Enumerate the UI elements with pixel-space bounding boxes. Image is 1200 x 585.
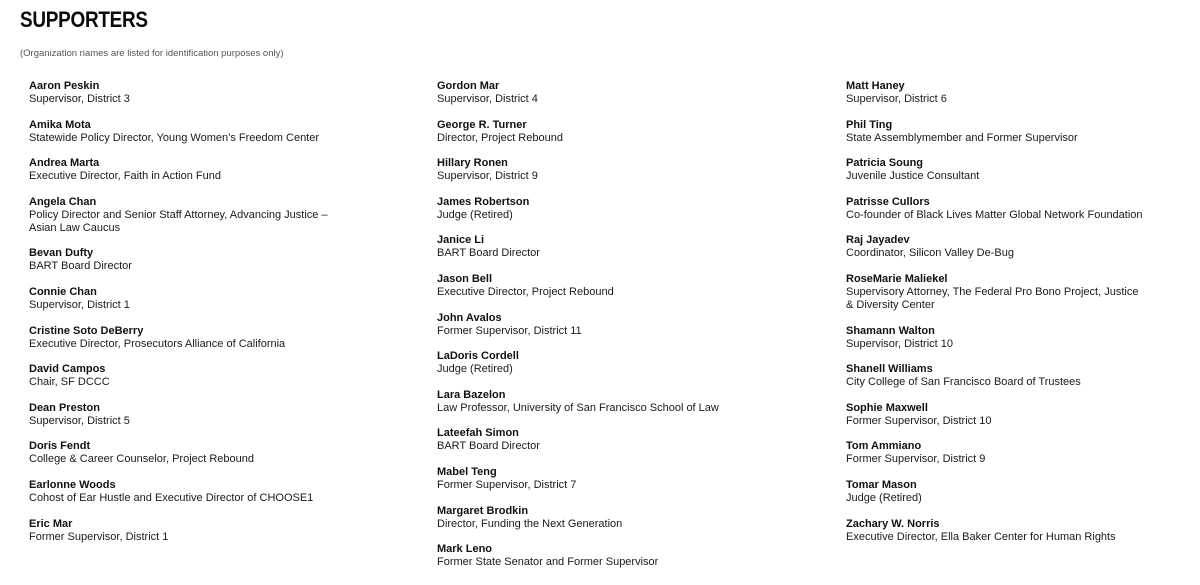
- supporter-entry: [846, 325, 1146, 351]
- supporter-role: Executive Director, Ella Baker Center for Human Rights: [846, 530, 1116, 543]
- supporter-role: City College of San Francisco Board of Trustees: [846, 376, 1081, 389]
- supporter-role: Supervisor, District 6: [846, 93, 947, 105]
- supporter-name: Mark Leno: [437, 543, 493, 556]
- supporter-entry: [437, 273, 737, 299]
- supporter-entry: [437, 427, 737, 453]
- supporter-name: Raj Jayadev: [846, 234, 910, 247]
- supporter-name: Tomar Mason: [846, 478, 917, 491]
- supporter-role: Law Professor, University of San Francisco School of Law: [437, 401, 719, 414]
- supporter-role: Former Supervisor, District 9: [846, 453, 986, 466]
- supporter-entry: [846, 157, 1146, 183]
- supporters-column-3: [846, 80, 1146, 556]
- supporter-role: Former Supervisor, District 7: [437, 478, 577, 491]
- supporter-role: Supervisor, District 5: [29, 414, 130, 427]
- supporter-name: Aaron Peskin: [29, 80, 100, 92]
- supporter-entry: [846, 518, 1146, 544]
- supporter-name: Dean Preston: [29, 401, 100, 414]
- supporter-entry: [29, 286, 329, 312]
- supporter-name: John Avalos: [437, 311, 502, 324]
- supporters-column-2: [437, 80, 737, 582]
- supporter-entry: [846, 196, 1146, 222]
- supporter-name: James Robertson: [437, 195, 530, 208]
- supporter-role: Co-founder of Black Lives Matter Global Network Foundation: [846, 208, 1143, 221]
- supporter-name: Janice Li: [437, 234, 485, 247]
- supporter-role: Director, Project Rebound: [437, 131, 563, 144]
- supporter-name: Mabel Teng: [437, 465, 497, 478]
- supporter-entry: [846, 479, 1146, 505]
- supporter-entry: [437, 350, 737, 376]
- supporter-entry: [29, 440, 329, 466]
- supporter-name: Phil Ting: [846, 118, 893, 131]
- supporter-role: BART Board Director: [437, 247, 540, 260]
- supporter-name: Zachary W. Norris: [846, 517, 940, 530]
- supporters-column-1: [29, 80, 329, 556]
- supporter-name: Connie Chan: [29, 285, 97, 298]
- supporter-name: David Campos: [29, 363, 106, 376]
- supporter-entry: [437, 234, 737, 260]
- supporter-name: Cristine Soto DeBerry: [29, 324, 144, 337]
- supporter-role: Former Supervisor, District 11: [437, 324, 582, 337]
- supporter-role: Former State Senator and Former Supervisor: [437, 556, 659, 569]
- supporter-entry: [437, 157, 737, 183]
- supporter-name: Margaret Brodkin: [437, 504, 529, 517]
- supporter-entry: [29, 196, 329, 235]
- supporter-name: Eric Mar: [29, 517, 73, 530]
- supporter-role: Former Supervisor, District 10: [846, 414, 992, 427]
- supporter-name: Jason Bell: [437, 272, 493, 285]
- supporter-role: Chair, SF DCCC: [29, 376, 110, 389]
- supporter-entry: [437, 466, 737, 492]
- supporter-name: LaDoris Cordell: [437, 350, 519, 363]
- supporter-role: Director, Funding the Next Generation: [437, 517, 623, 530]
- supporter-entry: [846, 440, 1146, 466]
- supporter-name: Shanell Williams: [846, 363, 933, 376]
- supporter-role: Policy Director and Senior Staff Attorney, Advancing Justice – Asian Law Caucus: [29, 208, 328, 234]
- supporter-name: RoseMarie Maliekel: [846, 272, 948, 285]
- supporter-entry: [29, 479, 329, 505]
- supporter-role: State Assemblymember and Former Supervisor: [846, 131, 1078, 144]
- supporter-name: Matt Haney: [846, 80, 905, 92]
- supporter-entry: [29, 402, 329, 428]
- supporter-role: Coordinator, Silicon Valley De-Bug: [846, 247, 1014, 260]
- supporter-entry: [29, 518, 329, 544]
- supporter-entry: [846, 363, 1146, 389]
- page-title: SUPPORTERS: [20, 7, 148, 32]
- supporter-name: Sophie Maxwell: [846, 401, 928, 414]
- supporter-role: Cohost of Ear Hustle and Executive Director of CHOOSE1: [29, 491, 314, 504]
- supporter-role: Judge (Retired): [437, 363, 513, 376]
- supporter-name: Hillary Ronen: [437, 157, 508, 170]
- supporter-role: BART Board Director: [29, 260, 132, 273]
- supporter-entry: [437, 389, 737, 415]
- supporter-role: Supervisor, District 4: [437, 93, 538, 105]
- supporter-role: BART Board Director: [437, 440, 540, 453]
- supporter-name: Patrisse Cullors: [846, 195, 930, 208]
- supporter-name: Shamann Walton: [846, 324, 935, 337]
- supporter-name: Lateefah Simon: [437, 427, 519, 440]
- identification-note: (Organization names are listed for identification purposes only): [20, 48, 284, 59]
- supporter-entry: [846, 273, 1146, 312]
- supporter-role: Juvenile Justice Consultant: [846, 170, 980, 183]
- supporter-role: Supervisor, District 9: [437, 170, 538, 183]
- supporter-role: Executive Director, Prosecutors Alliance of California: [29, 337, 286, 350]
- supporter-name: Tom Ammiano: [846, 440, 922, 453]
- supporter-entry: [437, 80, 737, 106]
- supporter-entry: [846, 234, 1146, 260]
- supporter-role: Supervisory Attorney, The Federal Pro Bono Project, Justice & Diversity Center: [846, 285, 1139, 311]
- supporter-role: Supervisor, District 3: [29, 93, 130, 105]
- supporter-role: Executive Director, Project Rebound: [437, 285, 614, 298]
- supporter-entry: [29, 80, 329, 106]
- supporter-name: Amika Mota: [29, 118, 91, 131]
- supporter-entry: [846, 402, 1146, 428]
- supporter-entry: [29, 363, 329, 389]
- supporter-entry: [437, 312, 737, 338]
- supporter-name: George R. Turner: [437, 118, 527, 131]
- supporter-role: Executive Director, Faith in Action Fund: [29, 170, 221, 183]
- supporter-role: Supervisor, District 1: [29, 298, 130, 311]
- supporter-name: Patricia Soung: [846, 157, 924, 170]
- supporter-entry: [29, 119, 329, 145]
- supporter-role: College & Career Counselor, Project Rebound: [29, 453, 255, 466]
- supporter-entry: [437, 505, 737, 531]
- supporter-role: Former Supervisor, District 1: [29, 530, 169, 543]
- supporter-entry: [29, 157, 329, 183]
- supporter-entry: [846, 80, 1146, 106]
- supporter-name: Bevan Dufty: [29, 247, 94, 260]
- supporter-name: Angela Chan: [29, 195, 97, 208]
- supporter-entry: [437, 119, 737, 145]
- supporter-role: Statewide Policy Director, Young Women’s Freedom Center: [29, 131, 320, 144]
- supporter-entry: [846, 119, 1146, 145]
- supporter-name: Lara Bazelon: [437, 388, 506, 401]
- supporter-role: Judge (Retired): [437, 208, 513, 221]
- supporter-entry: [29, 247, 329, 273]
- supporter-name: Doris Fendt: [29, 440, 91, 453]
- supporter-name: Andrea Marta: [29, 157, 100, 170]
- supporter-role: Supervisor, District 10: [846, 337, 953, 350]
- supporter-role: Judge (Retired): [846, 491, 922, 504]
- supporter-entry: [437, 196, 737, 222]
- supporter-entry: [29, 325, 329, 351]
- supporter-name: Earlonne Woods: [29, 478, 116, 491]
- supporter-name: Gordon Mar: [437, 80, 500, 92]
- supporter-entry: [437, 543, 737, 569]
